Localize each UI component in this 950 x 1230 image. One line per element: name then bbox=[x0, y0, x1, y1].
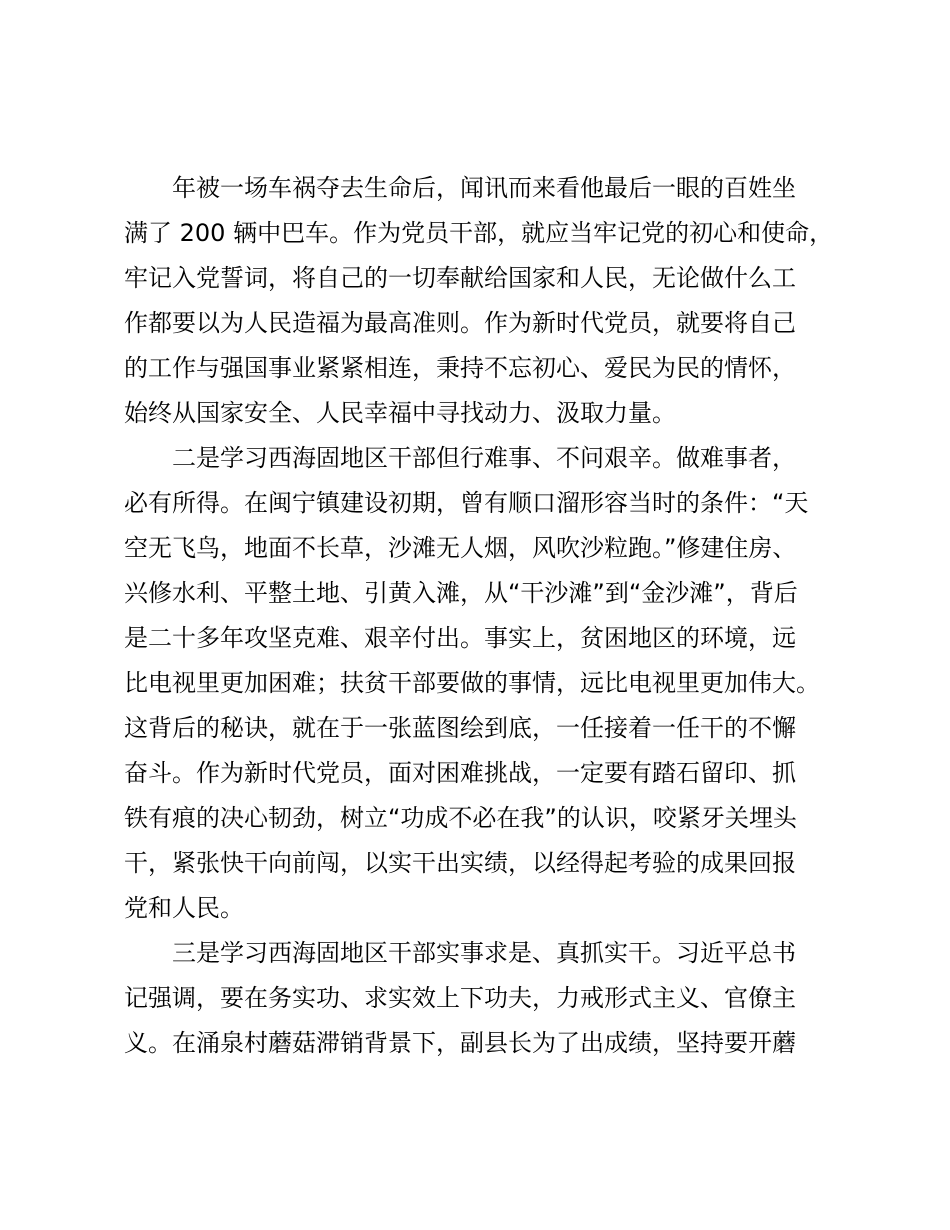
text-line: 必有所得。在闽宁镇建设初期，曾有顺口溜形容当时的条件：“天 bbox=[124, 489, 809, 517]
text-line: 满了 200 辆中巴车。作为党员干部，就应当牢记党的初心和使命， bbox=[124, 219, 834, 247]
text-line: 二是学习西海固地区干部但行难事、不问艰辛。做难事者， bbox=[172, 444, 796, 472]
text-line: 空无飞鸟，地面不长草，沙滩无人烟，风吹沙粒跑。”修建住房、 bbox=[124, 534, 797, 562]
text-line: 牢记入党誓词，将自己的一切奉献给国家和人民，无论做什么工 bbox=[124, 264, 796, 292]
text-line: 始终从国家安全、人民幸福中寻找动力、汲取力量。 bbox=[124, 399, 676, 427]
text-line: 记强调，要在务实功、求实效上下功夫，力戒形式主义、官僚主 bbox=[124, 984, 796, 1012]
text-line: 这背后的秘诀，就在于一张蓝图绘到底，一任接着一任干的不懈 bbox=[124, 714, 796, 742]
text-line: 铁有痕的决心韧劲，树立“功成不必在我”的认识，咬紧牙关埋头 bbox=[124, 804, 797, 832]
text-line: 三是学习西海固地区干部实事求是、真抓实干。习近平总书 bbox=[172, 939, 796, 967]
text-line: 党和人民。 bbox=[124, 894, 244, 922]
text-line: 干，紧张快干向前闯，以实干出实绩，以经得起考验的成果回报 bbox=[124, 849, 796, 877]
text-line: 是二十多年攻坚克难、艰辛付出。事实上，贫困地区的环境，远 bbox=[124, 624, 796, 652]
text-line: 年被一场车祸夺去生命后，闻讯而来看他最后一眼的百姓坐 bbox=[172, 174, 796, 202]
text-line: 作都要以为人民造福为最高准则。作为新时代党员，就要将自己 bbox=[124, 309, 796, 337]
text-line: 兴修水利、平整土地、引黄入滩，从“干沙滩”到“金沙滩”，背后 bbox=[124, 579, 798, 607]
text-line: 比电视里更加困难；扶贫干部要做的事情，远比电视里更加伟大。 bbox=[124, 669, 820, 697]
text-line: 义。在涌泉村蘑菇滞销背景下，副县长为了出成绩，坚持要开蘑 bbox=[124, 1029, 796, 1057]
body-text bbox=[124, 166, 844, 1066]
text-line: 的工作与强国事业紧紧相连，秉持不忘初心、爱民为民的情怀， bbox=[124, 354, 796, 382]
text-line: 奋斗。作为新时代党员，面对困难挑战，一定要有踏石留印、抓 bbox=[124, 759, 796, 787]
